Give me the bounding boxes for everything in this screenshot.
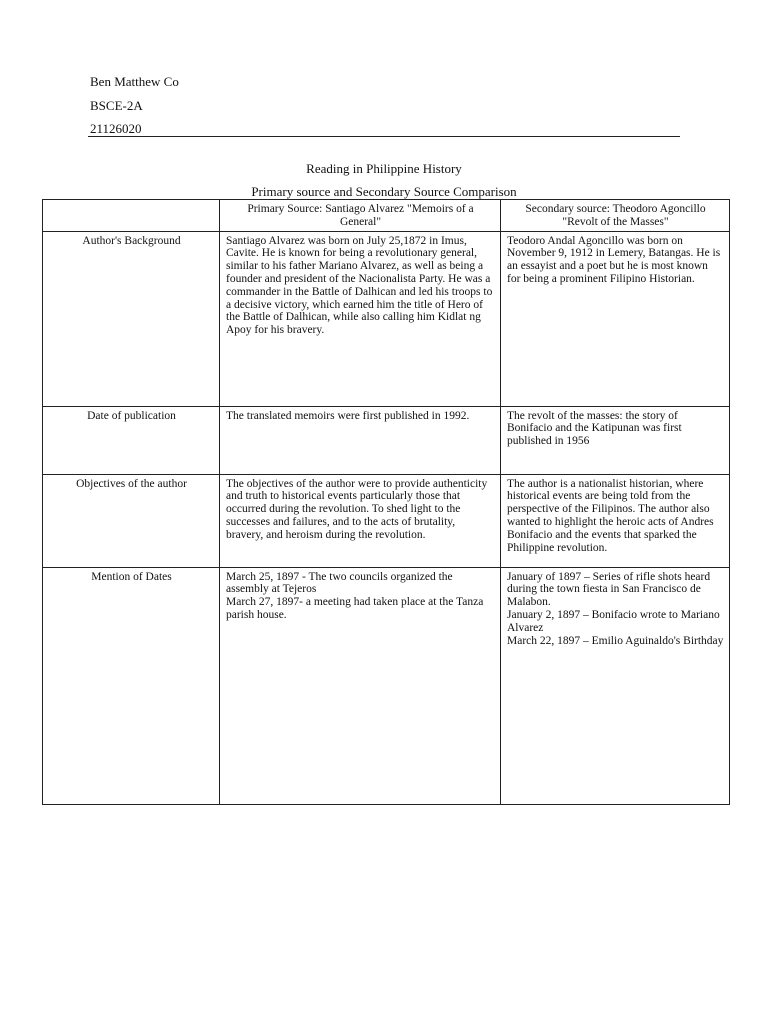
- student-name: Ben Matthew Co: [90, 74, 179, 89]
- date-entry: March 27, 1897- a meeting had taken place at the Tanza parish house.: [226, 596, 484, 621]
- date-entry: January of 1897 – Series of rifle shots heard during the town fiesta in San Francisco de Malabon.: [507, 570, 711, 609]
- secondary-cell: [501, 567, 730, 804]
- document-title: Reading in Philippine History: [306, 161, 462, 176]
- row-label: Author's Background: [43, 231, 220, 406]
- primary-cell: The translated memoirs were first published in 1992.: [220, 406, 501, 474]
- secondary-cell: Teodoro Andal Agoncillo was born on November 9, 1912 in Lemery, Batangas. He is an essayist and a poet but he is most known for being a prominent Filipino Historian.: [501, 231, 730, 406]
- secondary-cell: The revolt of the masses: the story of Bonifacio and the Katipunan was first published in 1956: [501, 406, 730, 474]
- student-section: BSCE-2A: [90, 98, 143, 113]
- primary-cell: Santiago Alvarez was born on July 25,1872 in Imus, Cavite. He is known for being a revolutionary general, similar to his father Mariano Alvarez, as well as being a founder and president of the Nacionalista Party. He was a commander in the Battle of Dalhican and led his troops to a decisive victory, which earned him the title of Hero of the Battle of Dalhican, while also calling him Kidlat ng Apoy for his bravery.: [220, 231, 501, 406]
- header-cell-primary: Primary Source: Santiago Alvarez "Memoirs of a General": [220, 200, 501, 232]
- table-row: [43, 231, 730, 406]
- date-entry: March 25, 1897 - The two councils organized the assembly at Tejeros: [226, 570, 453, 596]
- comparison-table: [42, 199, 730, 805]
- header-cell-blank: [43, 200, 220, 232]
- header-divider: [88, 136, 680, 137]
- table-row: [43, 406, 730, 474]
- date-entry: March 22, 1897 – Emilio Aguinaldo's Birthday: [507, 634, 724, 647]
- table-row: [43, 474, 730, 567]
- table-header-row: [43, 200, 730, 232]
- date-entry: January 2, 1897 – Bonifacio wrote to Mariano Alvarez: [507, 608, 720, 634]
- row-label: Objectives of the author: [43, 474, 220, 567]
- document-subtitle: Primary source and Secondary Source Comparison: [251, 184, 517, 199]
- student-id: 21126020: [90, 121, 142, 136]
- row-label: Mention of Dates: [43, 567, 220, 804]
- row-label: Date of publication: [43, 406, 220, 474]
- table-row: [43, 567, 730, 804]
- header-cell-secondary: Secondary source: Theodoro Agoncillo "Revolt of the Masses": [501, 200, 730, 232]
- primary-cell: [220, 567, 501, 804]
- primary-cell: The objectives of the author were to provide authenticity and truth to historical events particularly those that occurred during the revolution. To shed light to the successes and failures, and to the acts of brutality, bravery, and heroism during the revolution.: [220, 474, 501, 567]
- secondary-cell: The author is a nationalist historian, where historical events are being told from the perspective of the Filipinos. The author also wanted to highlight the heroic acts of Andres Bonifacio and the events that sparked the Philippine revolution.: [501, 474, 730, 567]
